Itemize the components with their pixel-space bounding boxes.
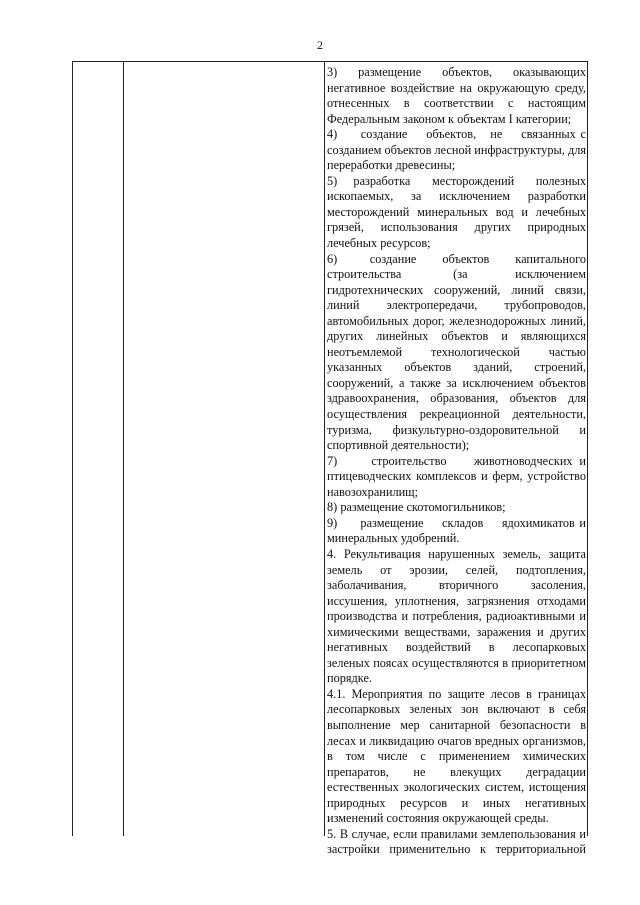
- paragraph-item-7: 7) строительство животноводческих и птицеводческих комплексов и ферм, устройство навозохранилищ;: [327, 453, 586, 499]
- paragraph-section-4-1: 4.1. Мероприятия по защите лесов в границах лесопарковых зеленых зон включают в себя выполнение мер санитарной безопасности в лесах и ликвидацию очагов вредных организмов, в том числе с применением химических препаратов, не влекущих деградации естественных экологических систем, истощения природных ресурсов и иных негативных изменений состояния окружающей среды.: [327, 686, 586, 826]
- paragraph-item-6: 6) создание объектов капитального строительства (за исключением гидротехнических сооружений, линий связи, линий электропередачи, трубопроводов, автомобильных дорог, железнодорожных линий, других линейных объектов и являющихся неотъемлемой технологической частью указанных объектов зданий, строений, сооружений, а также за исключением объектов здравоохранения, образования, объектов для осуществления рекреационной деятельности, туризма, физкультурно-оздоровительной и спортивной деятельности);: [327, 251, 586, 453]
- paragraph-item-5: 5) разработка месторождений полезных ископаемых, за исключением разработки месторождений минеральных вод и лечебных грязей, использования других природных лечебных ресурсов;: [327, 173, 586, 251]
- paragraph-item-9: 9) размещение складов ядохимикатов и минеральных удобрений.: [327, 515, 586, 546]
- paragraph-section-4: 4. Рекультивация нарушенных земель, защита земель от эрозии, селей, подтопления, заболачивания, вторичного засоления, иссушения, уплотнения, загрязнения отходами производства и потребления, радиоактивными и химическими веществами, заражения и других негативных воздействий в лесопарковых зеленых поясах осуществляются в приоритетном порядке.: [327, 546, 586, 686]
- paragraph-section-5: 5. В случае, если правилами землепользования и застройки применительно к территориальной: [327, 826, 586, 857]
- paragraph-item-3: 3) размещение объектов, оказывающих негативное воздействие на окружающую среду, отнесенных в соответствии с настоящим Федеральным законом к объектам I категории;: [327, 65, 586, 126]
- column-divider-2: [324, 62, 325, 836]
- paragraph-item-8: 8) размещение скотомогильников;: [327, 500, 506, 515]
- document-table: [72, 61, 588, 857]
- column-divider-1: [123, 62, 124, 836]
- paragraph-item-4: 4) создание объектов, не связанных с созданием объектов лесной инфраструктуры, для переработки древесины;: [327, 127, 586, 173]
- text-cell: [327, 65, 586, 858]
- page-number: 2: [317, 38, 323, 52]
